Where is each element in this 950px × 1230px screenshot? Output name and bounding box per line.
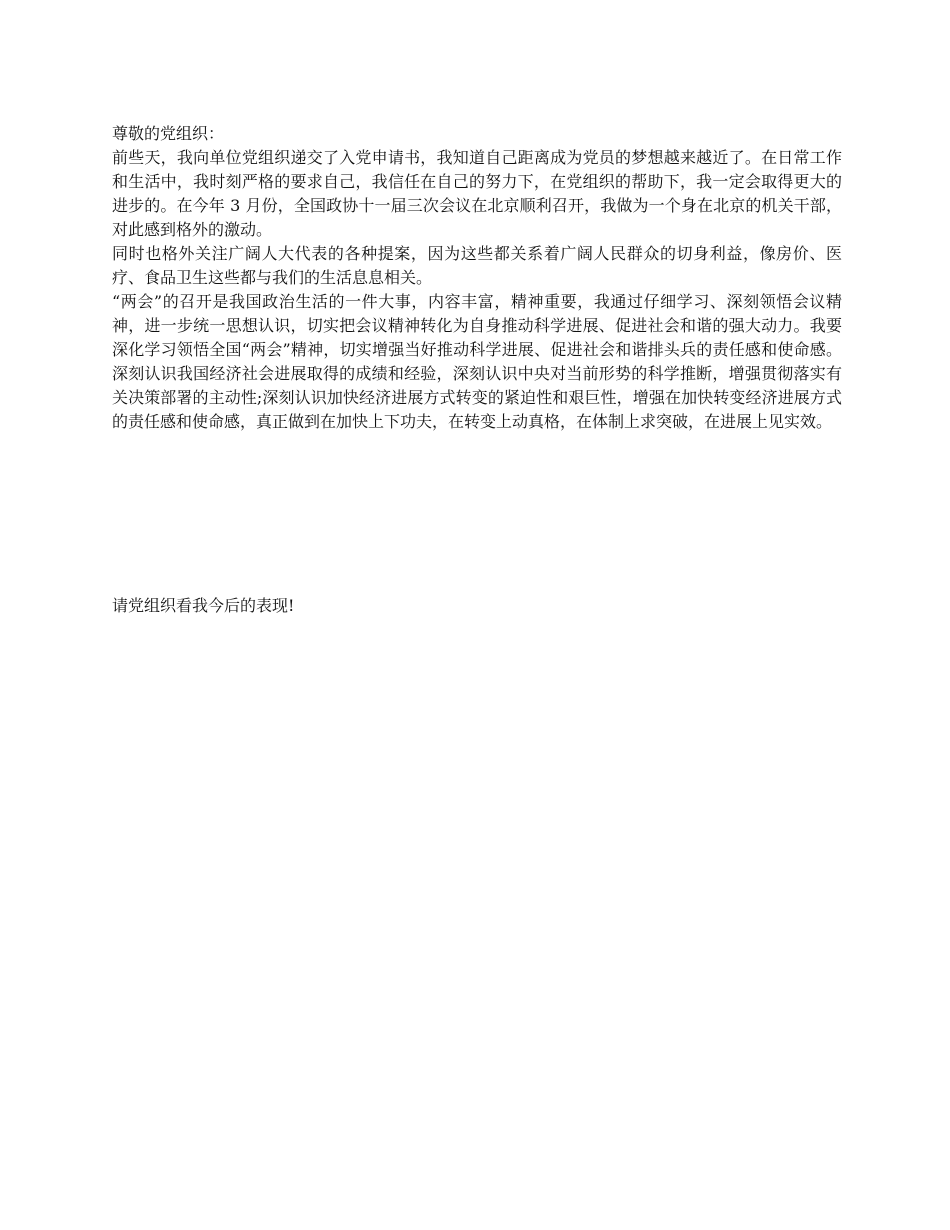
- closing-line: 请党组织看我今后的表现!: [112, 596, 295, 615]
- salutation: 尊敬的党组织：: [112, 124, 225, 143]
- paragraph-3: “两会”的召开是我国政治生活的一件大事，内容丰富，精神重要，我通过仔细学习、深刻领悟会议精神，进一步统一思想认识，切实把会议精神转化为自身推动科学进展、促进社会和谐的强大动力。我要深化学习领悟全国“两会”精神，切实增强当好推动科学进展、促进社会和谐排头兵的责任感和使命感。深刻认识我国经济社会进展取得的成绩和经验，深刻认识中央对当前形势的科学推断，增强贯彻落实有关决策部署的主动性;深刻认识加快经济进展方式转变的紧迫性和艰巨性，增强在加快转变经济进展方式的责任感和使命感，真正做到在加快上下功夫，在转变上动真格，在体制上求突破，在进展上见实效。: [112, 292, 842, 431]
- paragraph-1: 前些天，我向单位党组织递交了入党申请书，我知道自己距离成为党员的梦想越来越近了。在日常工作和生活中，我时刻严格的要求自己，我信任在自己的努力下，在党组织的帮助下，我一定会取得更大的进步的。在今年 3 月份，全国政协十一届三次会议在北京顺利召开，我做为一个身在北京的机关干部，对此感到格外的激动。: [112, 148, 842, 239]
- letter-body: [112, 122, 842, 434]
- paragraph-2: 同时也格外关注广阔人大代表的各种提案，因为这些都关系着广阔人民群众的切身利益，像房价、医疗、食品卫生这些都与我们的生活息息相关。: [112, 244, 842, 287]
